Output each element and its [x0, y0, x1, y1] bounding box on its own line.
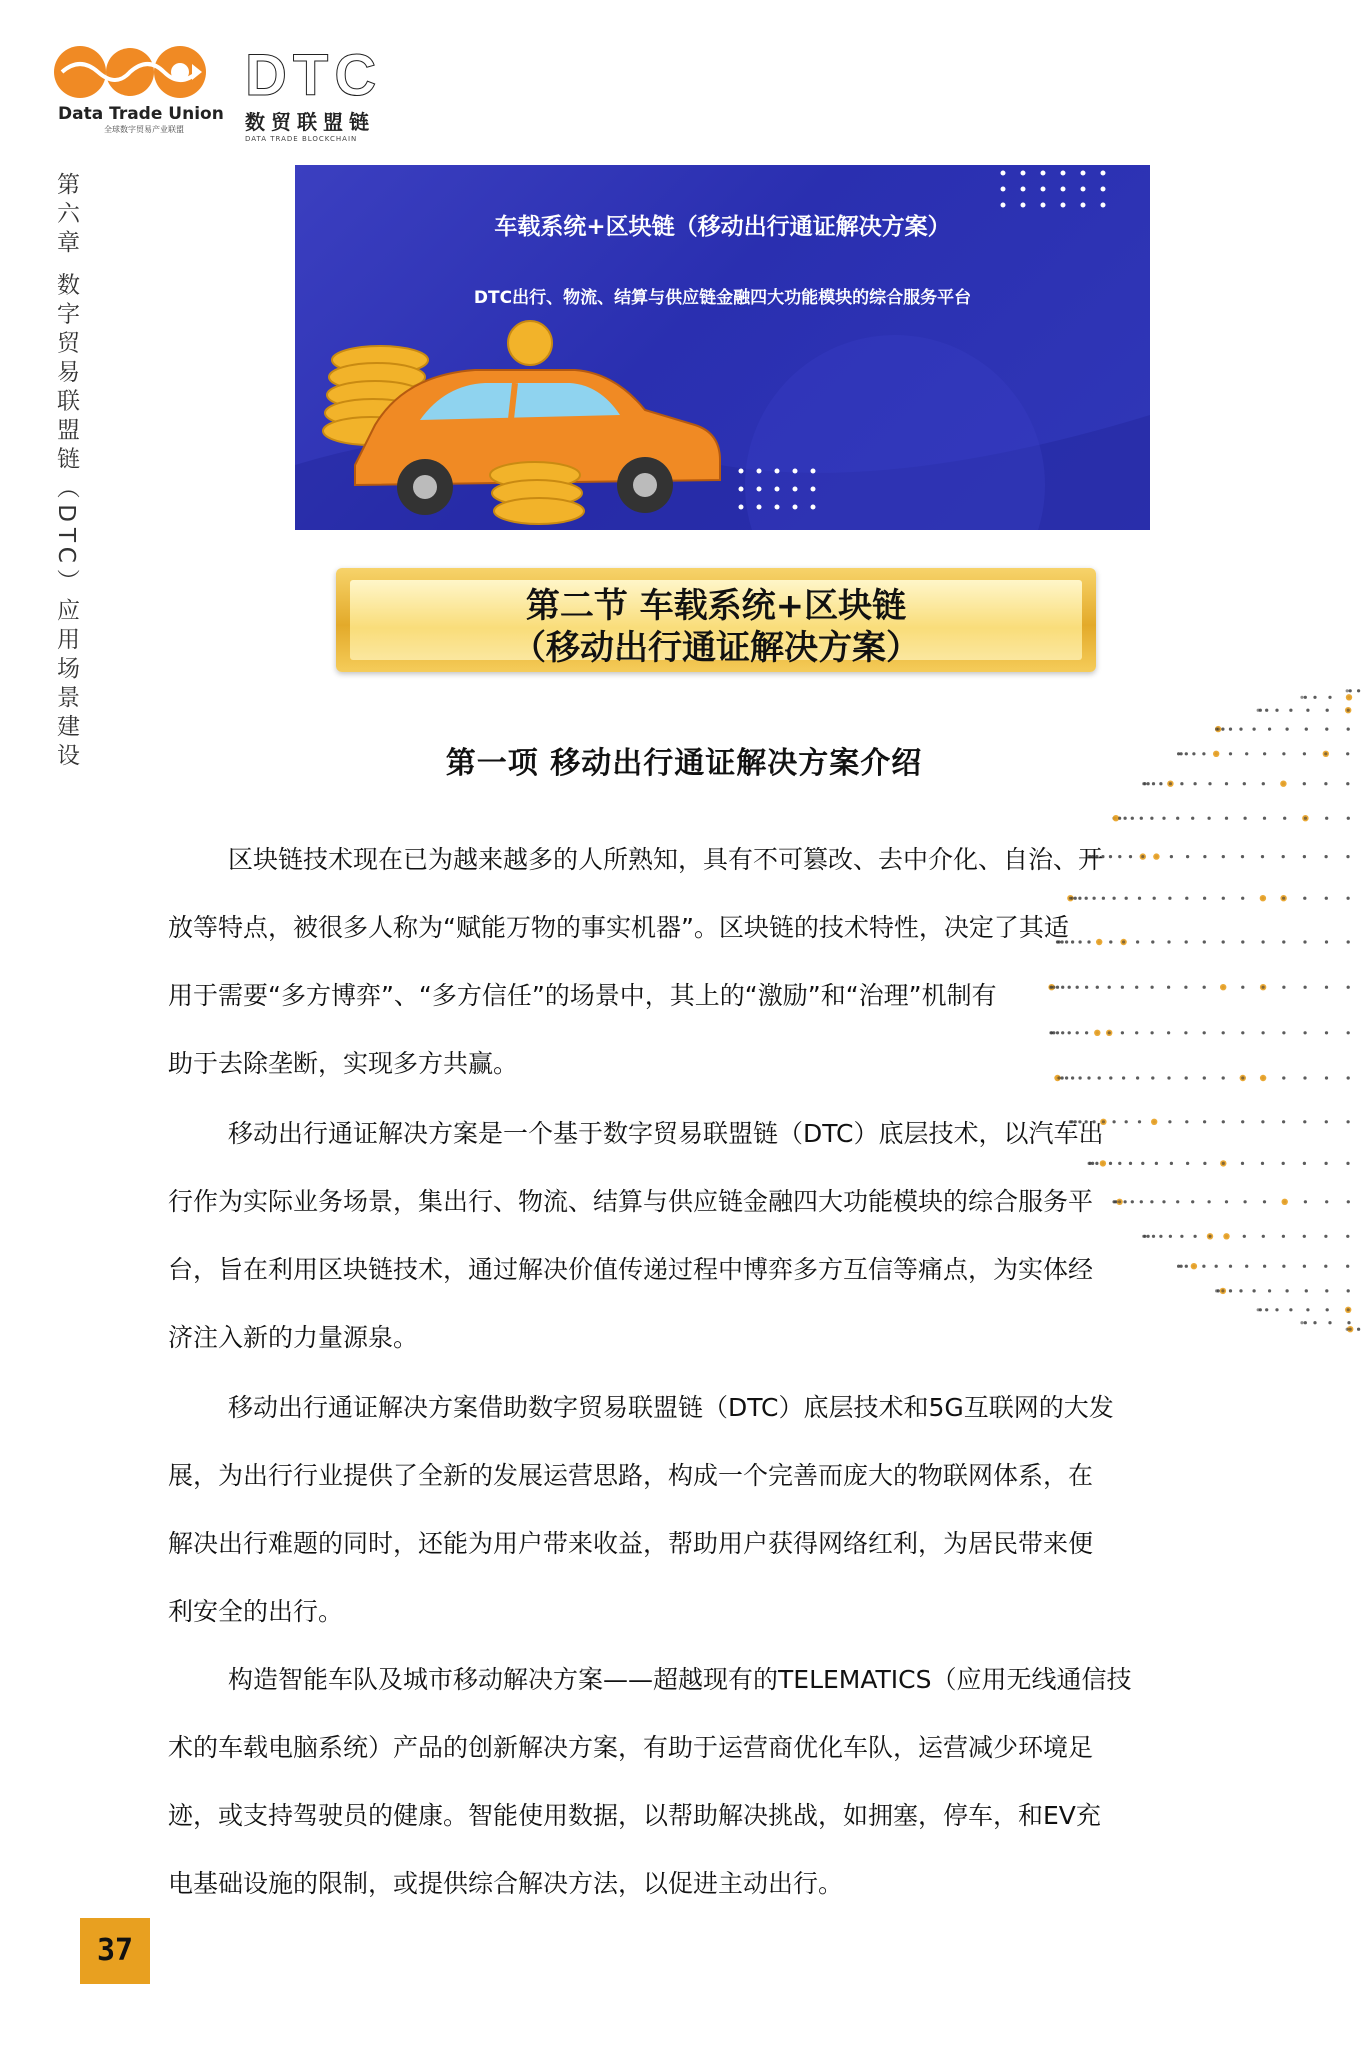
section-header-plaque	[336, 568, 1096, 672]
paragraph-line: 用于需要“多方博弈”、“多方信任”的场景中，其上的“激励”和“治理”机制有	[168, 981, 997, 1010]
paragraph-line: 解决出行难题的同时，还能为用户带来收益，帮助用户获得网络红利，为居民带来便	[168, 1529, 1094, 1558]
dtu-subtitle: 全球数字贸易产业联盟	[104, 125, 184, 134]
paragraph-line: 济注入新的力量源泉。	[168, 1323, 419, 1352]
paragraph-2	[168, 1100, 1268, 1372]
paragraph-line: 移动出行通证解决方案借助数字贸易联盟链（DTC）底层技术和5G互联网的大发	[228, 1393, 1114, 1422]
paragraph-line: 台，旨在利用区块链技术，通过解决价值传递过程中博弈多方互信等痛点，为实体经	[168, 1255, 1094, 1284]
paragraph-line: 利安全的出行。	[168, 1597, 344, 1626]
dtc-logo	[245, 43, 395, 143]
paragraph-line: 迹，或支持驾驶员的健康。智能使用数据，以帮助解决挑战，如拥塞，停车，和EV充	[168, 1801, 1101, 1830]
section-title-line1: 第二节 车载系统+区块链	[525, 586, 907, 626]
paragraph-line: 电基础设施的限制，或提供综合解决方法，以促进主动出行。	[168, 1869, 844, 1898]
paragraph-line: 放等特点，被很多人称为“赋能万物的事实机器”。区块链的技术特性，决定了其适	[168, 913, 1069, 942]
paragraph-line: 移动出行通证解决方案是一个基于数字贸易联盟链（DTC）底层技术，以汽车出	[228, 1119, 1104, 1148]
chapter-title-vertical: 第六章 数字贸易联盟链（DTC）应用场景建设	[53, 172, 79, 772]
banner-image	[295, 165, 1150, 530]
dtc-mark: DTC	[245, 43, 383, 108]
data-trade-union-logo	[52, 42, 224, 137]
dtu-name: Data Trade Union	[58, 104, 224, 124]
paragraph-line: 构造智能车队及城市移动解决方案——超越现有的TELEMATICS（应用无线通信技	[228, 1665, 1132, 1694]
section-title-line2: （移动出行通证解决方案）	[512, 628, 920, 668]
paragraph-line: 行作为实际业务场景，集出行、物流、结算与供应链金融四大功能模块的综合服务平	[168, 1187, 1094, 1216]
banner-dots-bottom	[735, 465, 835, 520]
subsection-title: 第一项 移动出行通证解决方案介绍	[445, 746, 923, 781]
infinity-logo-icon	[52, 42, 212, 104]
dtc-cn-name: 数贸联盟链	[245, 110, 375, 134]
paragraph-line: 区块链技术现在已为越来越多的人所熟知，具有不可篡改、去中介化、自治、开	[228, 845, 1104, 874]
paragraph-line: 展，为出行行业提供了全新的发展运营思路，构成一个完善而庞大的物联网体系，在	[168, 1461, 1094, 1490]
paragraph-4	[168, 1646, 1268, 1918]
paragraph-line: 助于去除垄断，实现多方共赢。	[168, 1049, 519, 1078]
paragraph-3	[168, 1374, 1268, 1646]
banner-subtitle: DTC出行、物流、结算与供应链金融四大功能模块的综合服务平台	[473, 288, 972, 308]
page-number: 37	[80, 1918, 150, 1984]
dtc-en-name: DATA TRADE BLOCKCHAIN	[245, 135, 358, 143]
car-with-coins-illustration	[315, 315, 735, 525]
paragraph-1	[168, 826, 1268, 1098]
banner-title: 车载系统+区块链（移动出行通证解决方案）	[494, 214, 951, 240]
paragraph-line: 术的车载电脑系统）产品的创新解决方案，有助于运营商优化车队，运营减少环境足	[168, 1733, 1094, 1762]
